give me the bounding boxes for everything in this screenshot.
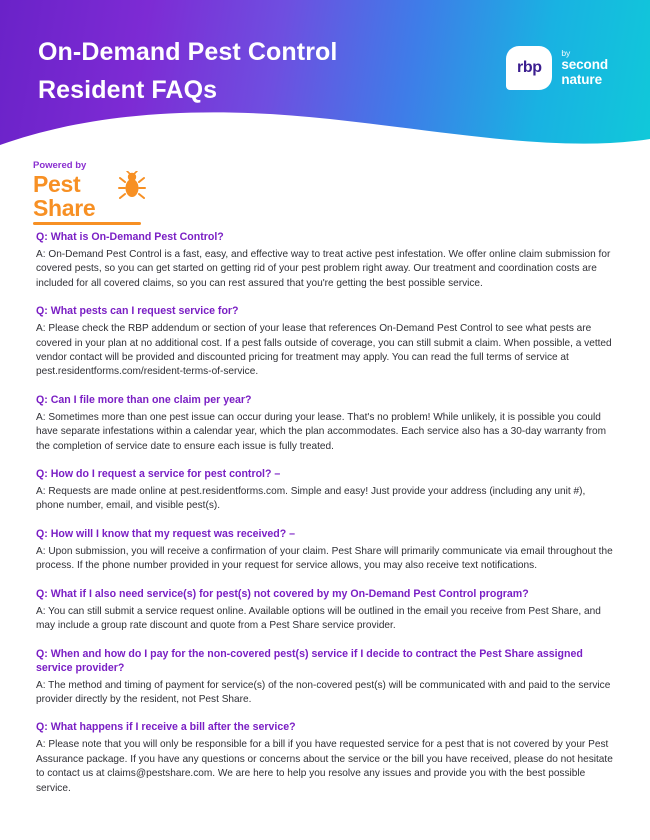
header-banner: [0, 0, 650, 165]
pestshare-name-line-1: Pest: [33, 171, 81, 197]
faq-answer: A: Upon submission, you will receive a confirmation of your claim. Pest Share will primarily communicate via email throughout the process. If the phone number provided in your request for service allows, you may also receive text notifications.: [36, 545, 613, 572]
faq-question: Q: What pests can I request service for?: [36, 305, 239, 318]
faq-item: [36, 587, 614, 634]
faq-question: Q: What happens if I receive a bill after the service?: [36, 721, 296, 734]
faq-answer: A: Sometimes more than one pest issue can occur during your lease. That's no problem! While unlikely, it is possible you could have separate infestations within a calendar year, which the plan accommodates. Each service also has a 30-day warranty from the completion of service date to ensure each issue is fully treated.: [36, 411, 607, 452]
faq-item: [36, 230, 614, 291]
title-line-2: Resident FAQs: [38, 76, 218, 104]
faq-answer: A: You can still submit a service request online. Available options will be outlined in the email you receive from Pest Share, and may include a group rate discount and quote from a Pest Share service provider.: [36, 605, 601, 632]
faq-answer: A: The method and timing of payment for service(s) of the non-covered pest(s) will be communicated with and paid to the service provider directly by the resident, not Pest Share.: [36, 679, 611, 705]
second-nature-line-1: second: [561, 57, 608, 73]
faq-item: [36, 647, 614, 708]
pestshare-underline: [33, 222, 141, 225]
faq-question: Q: What is On-Demand Pest Control?: [36, 231, 224, 243]
second-nature-wordmark: [561, 49, 608, 87]
faq-question: Q: How will I know that my request was received? –: [36, 527, 296, 540]
rbp-second-nature-logo: [506, 46, 608, 90]
faq-item: [36, 467, 614, 514]
pestshare-name-line-2: Share: [33, 195, 96, 221]
pestshare-wordmark: [33, 173, 233, 223]
title-line-1: On-Demand Pest Control: [38, 38, 338, 66]
faq-item: [36, 304, 614, 380]
faq-item: [36, 720, 614, 796]
page-title: [38, 37, 337, 105]
faq-item: [36, 393, 614, 454]
faq-question: Q: How do I request a service for pest control? –: [36, 468, 281, 481]
faq-question: Q: What if I also need service(s) for pest(s) not covered by my On-Demand Pest Control program?: [36, 587, 529, 600]
faq-answer: A: Please check the RBP addendum or section of your lease that references On-Demand Pest Control to see what pests are covered in your plan at no additional cost. If a pest falls outside of coverage, you can still submit a claim. When possible, a vetted vendor contact will be provided and discounted pricing for treatment may apply. You can read the full terms of service at pest.residentforms.com/resident-terms-of-service.: [36, 323, 612, 378]
rbp-logo-text: rbp: [517, 59, 542, 76]
pestshare-logo: [33, 160, 233, 223]
rbp-logo-mark: [506, 46, 552, 90]
faq-question: Q: When and how do I pay for the non-covered pest(s) service if I decide to contract the Pest Share assigned service provider?: [36, 647, 583, 674]
faq-answer: A: On-Demand Pest Control is a fast, easy, and effective way to treat active pest infestation. We offer online claim submission for covered pests, so you can get started on getting rid of your pest problem right away. Our treatment and coordination costs are included for all covered claims, so you can rest assured that you're getting the best possible service.: [36, 249, 611, 289]
second-nature-line-2: nature: [561, 71, 602, 87]
faq-list: [36, 230, 614, 809]
faq-answer: A: Please note that you will only be responsible for a bill if you have requested service for a pest that is not covered by your Pest Assurance package. If you have any questions or concerns about the service or the bill you have received, please do not hesitate to contact us at claims@pestshare.com. We are here to help you resolve any issues and provide you with the best possible service.: [36, 739, 613, 794]
faq-question: Q: Can I file more than one claim per year?: [36, 393, 252, 406]
banner-wave-decoration: [0, 105, 650, 165]
faq-answer: A: Requests are made online at pest.residentforms.com. Simple and easy! Just provide your address (including any unit #), phone number, email, and visible pest(s).: [36, 486, 586, 512]
bug-icon: [118, 171, 146, 201]
faq-item: [36, 527, 614, 574]
powered-by-label: Powered by: [33, 160, 87, 171]
second-nature-by-label: by: [561, 48, 571, 59]
